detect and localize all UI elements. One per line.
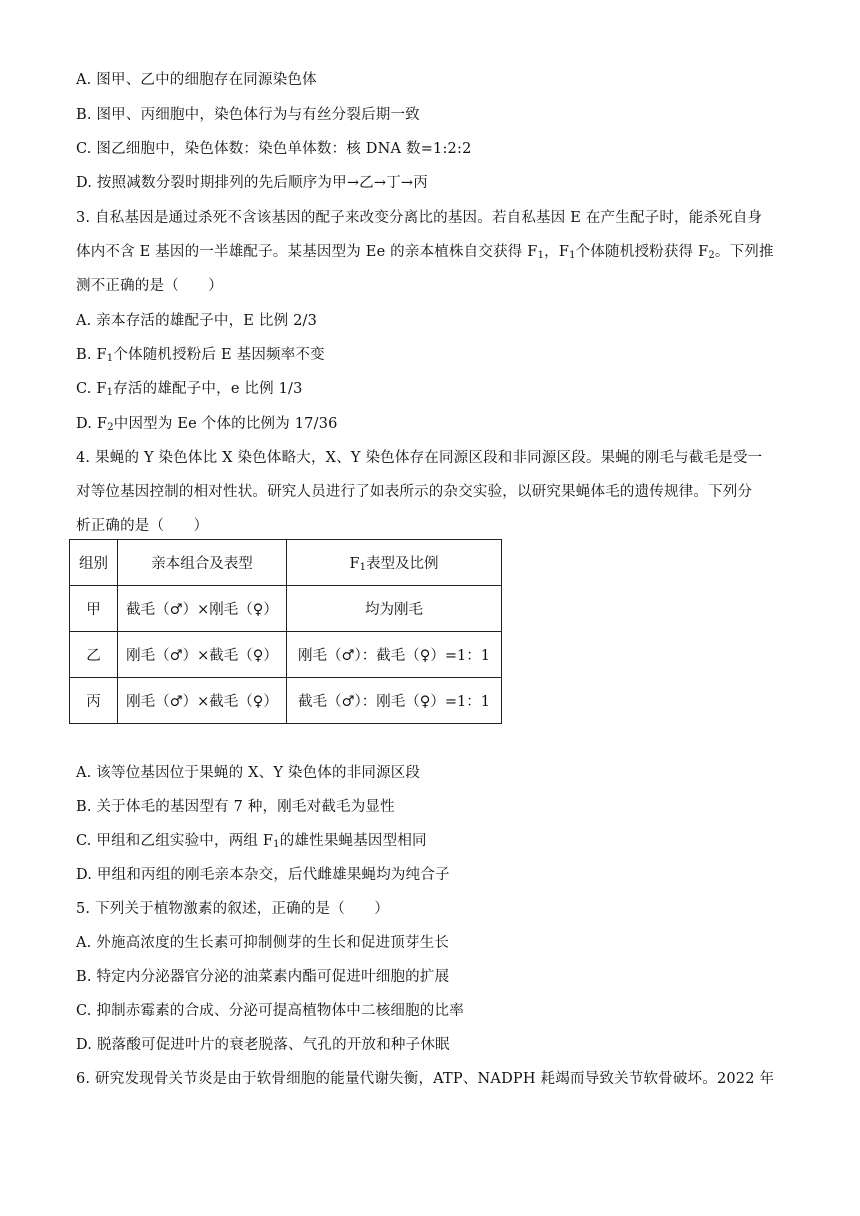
q2-option-d: D. 按照减数分裂时期排列的先后顺序为甲→乙→丁→丙: [76, 175, 428, 191]
q2-option-b: B. 图甲、丙细胞中，染色体行为与有丝分裂后期一致: [76, 107, 420, 123]
q4-option-c: C. 甲组和乙组实验中，两组 $F_1$的雄性果蝇基因型相同: [76, 833, 427, 850]
q4-stem-line-2: 对等位基因控制的相对性状。研究人员进行了如表所示的杂交实验，以研究果蝇体毛的遗传规律。下列分: [76, 484, 753, 500]
table-cell: 刚毛（♂）×截毛（♀）: [118, 678, 287, 724]
q4-stem-line-1: 4. 果蝇的 Y 染色体比 X 染色体略大，X、Y 染色体存在同源区段和非同源区段。果蝇的刚毛与截毛是受一: [76, 450, 763, 466]
q4-option-b: B. 关于体毛的基因型有 7 种，刚毛对截毛为显性: [76, 799, 395, 815]
table-cell: 甲: [70, 586, 118, 632]
table-row: [70, 586, 502, 632]
q3-option-d: D. $F_2$中因型为 Ee 个体的比例为 17/36: [76, 416, 338, 433]
table-header-cell: 亲本组合及表型: [118, 540, 287, 586]
table-row: [70, 678, 502, 724]
table-header-cell: 组别: [70, 540, 118, 586]
q3-option-c: C. $F_1$存活的雄配子中，e 比例 1/3: [76, 381, 303, 398]
q2-option-c: C. 图乙细胞中，染色体数：染色单体数：核 DNA 数=1:2:2: [76, 141, 472, 157]
q3-option-a: A. 亲本存活的雄配子中，E 比例 2/3: [76, 313, 318, 329]
q6-stem-line-1: 6. 研究发现骨关节炎是由于软骨细胞的能量代谢失衡，ATP、NADPH 耗竭而导致关节软骨破坏。2022 年: [76, 1071, 775, 1087]
q4-option-d: D. 甲组和丙组的刚毛亲本杂交，后代雌雄果蝇均为纯合子: [76, 867, 450, 883]
q5-option-c: C. 抑制赤霉素的合成、分泌可提高植物体中二核细胞的比率: [76, 1003, 464, 1019]
table-cell: 乙: [70, 632, 118, 678]
q5-option-b: B. 特定内分泌器官分泌的油菜素内酯可促进叶细胞的扩展: [76, 969, 450, 985]
q3-stem-line-2: 体内不含 E 基因的一半雄配子。某基因型为 Ee 的亲本植株自交获得 $F_1$，$F_1$个体随机授粉获得 $F_2$。下列推: [76, 244, 774, 261]
table-header-cell: $F_1$表型及比例: [287, 540, 502, 586]
q2-option-a: A. 图甲、乙中的细胞存在同源染色体: [76, 72, 317, 88]
table-cell: 刚毛（♂）：截毛（♀）=1：1: [287, 632, 502, 678]
q3-stem-line-3: 测不正确的是（ ）: [76, 278, 223, 294]
table-cell: 均为刚毛: [287, 586, 502, 632]
table-row: [70, 632, 502, 678]
table-cell: 截毛（♂）：刚毛（♀）=1：1: [287, 678, 502, 724]
q5-option-a: A. 外施高浓度的生长素可抑制侧芽的生长和促进顶芽生长: [76, 935, 450, 951]
q4-stem-line-3: 析正确的是（ ）: [76, 518, 209, 534]
q5-option-d: D. 脱落酸可促进叶片的衰老脱落、气孔的开放和种子休眠: [76, 1037, 450, 1053]
table-cell: 刚毛（♂）×截毛（♀）: [118, 632, 287, 678]
q3-stem-line-1: 3. 自私基因是通过杀死不含该基因的配子来改变分离比的基因。若自私基因 E 在产生配子时，能杀死自身: [76, 210, 763, 226]
q3-option-b: B. $F_1$个体随机授粉后 E 基因频率不变: [76, 347, 325, 364]
table-cell: 截毛（♂）×刚毛（♀）: [118, 586, 287, 632]
table-header-row: [70, 540, 502, 586]
table-cell: 丙: [70, 678, 118, 724]
q4-cross-table: [69, 539, 502, 724]
q4-option-a: A. 该等位基因位于果蝇的 X、Y 染色体的非同源区段: [76, 765, 421, 781]
q5-stem: 5. 下列关于植物激素的叙述，正确的是（ ）: [76, 901, 390, 917]
